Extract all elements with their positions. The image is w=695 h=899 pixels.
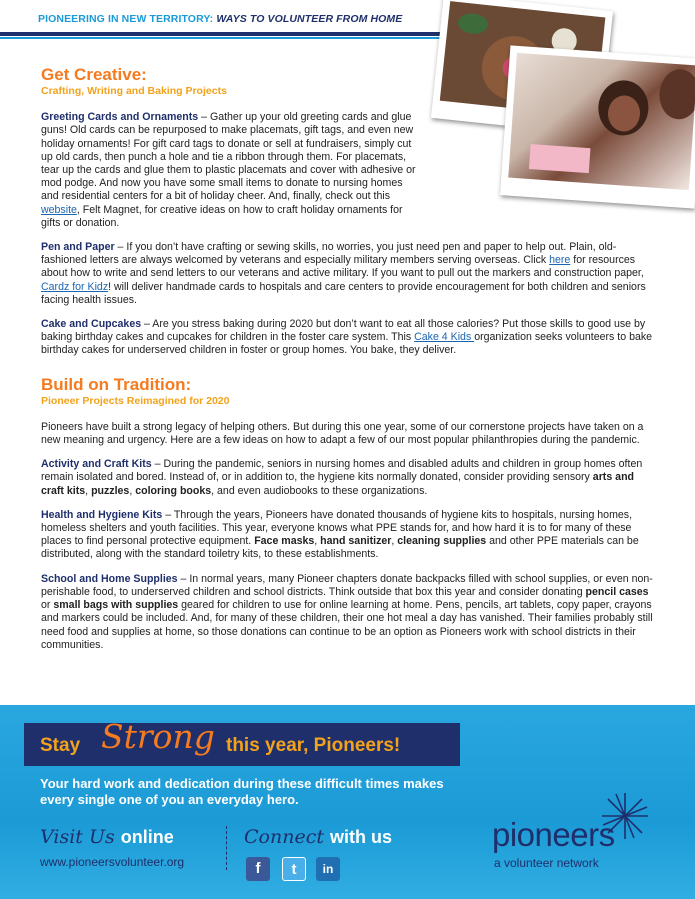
main-content — [41, 66, 656, 663]
lead-hygiene-kits: Health and Hygiene Kits — [41, 508, 163, 521]
sep: , — [85, 484, 92, 497]
paragraph-pen-paper — [41, 241, 656, 307]
bold-arts-crafts: arts and craft kits — [41, 471, 635, 497]
lead-school-supplies: School and Home Supplies — [41, 572, 178, 585]
pioneers-logo: pioneers — [492, 816, 615, 853]
paragraph-cake — [41, 318, 656, 358]
visit-script: Visit Us — [40, 826, 115, 848]
section-title-get-creative: Get Creative: — [41, 65, 147, 84]
text-activity-kits-end: , and even audiobooks to these organizations. — [211, 484, 428, 497]
lead-cake: Cake and Cupcakes — [41, 318, 142, 331]
visit-online: online — [120, 827, 174, 847]
text-pen-paper-2: for resources about how to write and send letters to our veterans and active military. If you want to pull out the markers and construction paper, — [41, 254, 644, 280]
strong-script-text: Strong — [101, 717, 215, 756]
text-activity-kits: – During the pandemic, seniors in nursing homes and disabled adults and children in group homes often remain isolated and bored. Instead of, or in addition to, the hygiene kits normally donated, consider providing sensory — [41, 458, 643, 484]
paragraph-hygiene-kits — [41, 509, 656, 562]
lead-pen-paper: Pen and Paper — [41, 241, 115, 254]
link-here[interactable]: here — [549, 254, 571, 267]
header-prefix: PIONEERING IN NEW TERRITORY: — [38, 13, 214, 25]
section-subtitle-pioneer-projects: Pioneer Projects Reimagined for 2020 — [41, 394, 230, 407]
header-suffix: WAYS TO VOLUNTEER FROM HOME — [216, 13, 403, 25]
link-cake-4-kids[interactable]: Cake 4 Kids — [414, 331, 475, 344]
bold-face-masks: Face masks — [254, 535, 315, 548]
adult-head-shape — [658, 68, 695, 121]
link-website[interactable]: website — [41, 203, 77, 216]
hero-message: Your hard work and dedication during these difficult times makes every single one of you an everyday hero. — [40, 776, 444, 807]
stay-text: Stay — [40, 735, 81, 756]
paragraph-greeting-cards — [41, 111, 421, 230]
visit-us-label — [40, 826, 174, 848]
text-pen-paper-3: ! will deliver handmade cards to hospitals and care centers to provide encouragement for both children and seniors facing health issues. — [41, 280, 646, 306]
text-cake-end: organization seeks volunteers to bake birthday cakes for underserved children in foster or group homes. You bake, they deliver. — [41, 331, 653, 357]
sep: , — [391, 535, 398, 548]
bold-pencil-cases: pencil cases — [585, 585, 649, 598]
section-subtitle-crafting: Crafting, Writing and Baking Projects — [41, 85, 227, 97]
pioneers-logo-tagline: a volunteer network — [494, 856, 599, 870]
this-year-text: this year, Pioneers! — [226, 735, 401, 756]
link-cardz-for-kidz[interactable]: Cardz for Kidz — [41, 280, 109, 293]
connect-script: Connect — [244, 826, 324, 848]
text-hygiene-kits: – Through the years, Pioneers have donated thousands of hygiene kits to hospitals, nursing homes, homeless shelters and youth facilities. This year, everyone knows what PPE stands for, and how hard it is to for many of these places to find personal protective equipment. — [41, 508, 633, 548]
bold-puzzles: puzzles — [91, 484, 130, 497]
sep: , — [129, 484, 136, 497]
sep: , — [314, 535, 321, 548]
pine-branch-shape — [457, 12, 489, 35]
bold-small-bags: small bags with supplies — [53, 599, 179, 612]
twitter-icon[interactable]: t — [282, 857, 306, 881]
header-rule — [0, 32, 470, 36]
text-cake: – Are you stress baking during 2020 but don’t want to eat all those calories? Put those skills to good use by baking birthday cakes and cupcakes for children in the foster care system. This — [41, 318, 646, 344]
lead-activity-kits: Activity and Craft Kits — [41, 458, 152, 471]
website-url-link[interactable]: www.pioneersvolunteer.org — [40, 855, 185, 869]
text-greeting-cards: – Gather up your old greeting cards and glue guns! Old cards can be repurposed to make placemats, gift tags, and even new holiday ornaments! For gift card tags to donate or sell at fundraisers, simply cut up old cards, then punch a hole and tie a ribbon through them. For placemats, tear up the cards and glue them to plastic placemats and cover with adhesive or mod podge. And now you have some small items to donate to nursing homes and residential centers for a bit of holiday cheer. And, finally, check out this — [41, 111, 416, 203]
connect-with-us: with us — [330, 827, 393, 847]
bold-cleaning-supplies: cleaning supplies — [397, 535, 487, 548]
text-greeting-cards-end: , Felt Magnet, for creative ideas on how to craft holiday ornaments for gifts or donation. — [41, 203, 403, 229]
paragraph-intro: Pioneers have built a strong legacy of helping others. But during this one year, some of our cornerstone projects have taken on a new meaning and urgency. Here are a few ideas on how to adapt a few of our most popular philanthropies during the pandemic. — [41, 420, 644, 447]
text-school-supplies: – In normal years, many Pioneer chapters donate backpacks filled with school supplies, or even non-perishable food, to underserved children and school districts. Think outside that box this year and consider donating — [41, 572, 653, 598]
connect-label — [244, 826, 392, 848]
paragraph-activity-kits — [41, 458, 656, 498]
lead-greeting-cards: Greeting Cards and Ornaments — [41, 111, 199, 124]
header-rule-accent — [0, 37, 470, 39]
footer-divider — [226, 826, 227, 870]
header-title — [38, 13, 402, 25]
bold-coloring-books: coloring books — [135, 484, 212, 497]
sep: or — [41, 599, 54, 612]
bold-hand-sanitizer: hand sanitizer — [320, 535, 392, 548]
linkedin-icon[interactable]: in — [316, 857, 340, 881]
facebook-icon[interactable]: f — [246, 857, 270, 881]
text-pen-paper: – If you don’t have crafting or sewing skills, no worries, you just need pen and paper to help out. Plain, old-fashioned letters are always welcomed by veterans and especially military members serving overseas. Click — [41, 241, 617, 267]
text-school-supplies-end: geared for children to use for online learning at home. Pens, pencils, art tablets, copy paper, crayons and markers could be included. And, for many of these children, their one hot meal a day has vanished. Their families probably still need food and supplies at home, so those donations can continue to be an option as Pioneers work with school districts in their communities. — [41, 599, 653, 651]
text-hygiene-kits-end: and other PPE materials can be distributed, along with the standard toiletry kits, to these establishments. — [41, 535, 639, 561]
section-title-build-on-tradition: Build on Tradition: — [41, 374, 192, 394]
paragraph-school-supplies — [41, 573, 656, 652]
